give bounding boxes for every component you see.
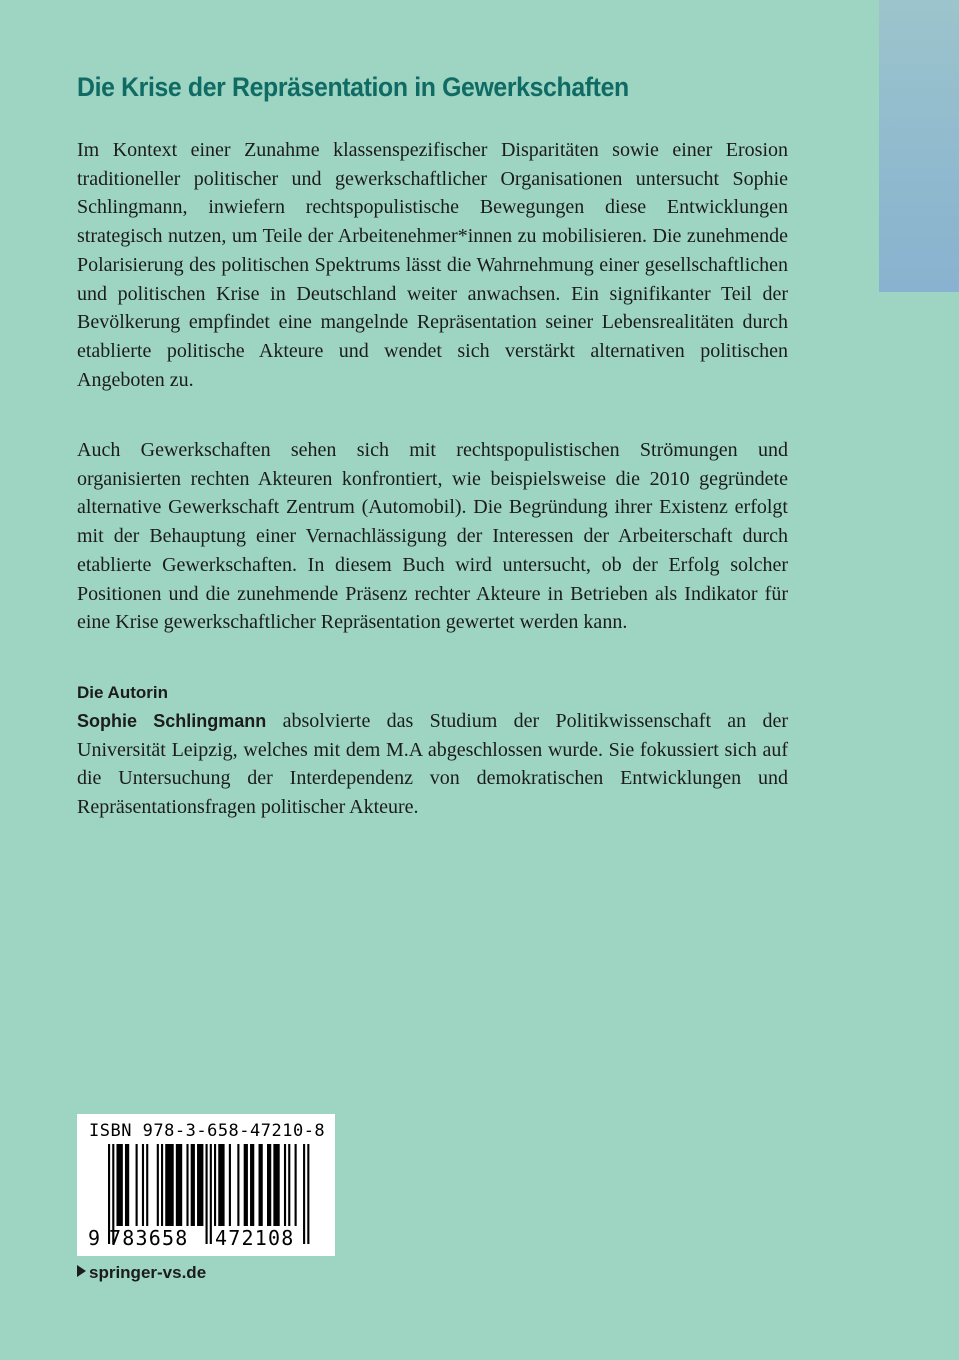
barcode-bar [191, 1144, 195, 1226]
barcode-digit-first: 9 [88, 1226, 101, 1250]
barcode-bar [142, 1144, 144, 1226]
barcode-bar [284, 1144, 286, 1226]
barcode-bar [116, 1144, 122, 1226]
barcode-bar [125, 1144, 129, 1226]
barcode-bar [157, 1144, 159, 1226]
author-bio [77, 707, 788, 822]
barcode-bar [161, 1144, 163, 1226]
barcode-digits [77, 1226, 335, 1252]
barcode-bar [136, 1144, 138, 1226]
barcode-bar [218, 1144, 224, 1226]
isbn-label: ISBN 978-3-658-47210-8 [89, 1121, 326, 1141]
barcode-digit-group-left: 783658 [109, 1226, 189, 1250]
barcode-bar [273, 1144, 279, 1226]
barcode-bar [295, 1144, 297, 1226]
author-name: Sophie Schlingmann [77, 711, 267, 731]
barcode-bar [176, 1144, 182, 1226]
barcode-bar [146, 1144, 148, 1226]
author-section-heading: Die Autorin [77, 683, 168, 702]
book-title-heading: Die Krise der Repräsentation in Gewerkschaften [77, 72, 629, 102]
isbn-barcode [77, 1114, 335, 1256]
barcode-bar [267, 1144, 271, 1226]
barcode-bar [250, 1144, 254, 1226]
barcode-bar [244, 1144, 248, 1226]
barcode-bar [288, 1144, 290, 1226]
barcode-bar [259, 1144, 263, 1226]
barcode-bar [165, 1144, 173, 1226]
publisher-url[interactable]: springer-vs.de [89, 1263, 207, 1282]
publisher-link[interactable] [77, 1263, 206, 1283]
corner-color-band [879, 0, 959, 292]
barcode-digit-group-right: 472108 [215, 1226, 295, 1250]
arrow-right-icon [77, 1265, 86, 1277]
barcode-bar [237, 1144, 239, 1226]
description-paragraph-2: Auch Gewerkschaften sehen sich mit rechtspopulistischen Strömungen und organisierten rechten Akteuren konfrontiert, wie beispielsweise die 2010 gegründete alternative Gewerkschaft Zentrum (Automobil). Die Begründung ihrer Existenz erfolgt mit der Behauptung einer Vernachlässigung der Interessen der Arbeiterschaft durch etablierte Gewerkschaften. In diesem Buch wird untersucht, ob der Erfolg solcher Positionen und die zunehmende Präsenz rechter Akteure in Betrieben als Indikator für eine Krise gewerkschaftlicher Repräsentation gewertet werden kann. [77, 439, 788, 634]
barcode-bar [197, 1144, 203, 1226]
description-paragraph-1: Im Kontext einer Zunahme klassenspezifischer Disparitäten sowie einer Erosion traditioneller politischer und gewerkschaftlicher Organisationen untersucht Sophie Schlingmann, inwiefern rechtspopulistische Bewegungen diese Entwicklungen strategisch nutzen, um Teile der Arbeitenehmer*innen zu mobilisieren. Die zunehmende Polarisierung des politischen Spektrums lässt die Wahrnehmung einer gesellschaftlichen und politischen Krise in Deutschland weiter anwachsen. Ein signifikanter Teil der Bevölkerung empfindet eine mangelnde Repräsentation seiner Lebensrealitäten durch etablierte politische Akteure und wendet sich verstärkt alternativen politischen Angeboten zu. [77, 139, 788, 391]
author-bio-text: absolvierte das Studium der Politikwissenschaft an der Universität Leipzig, welches mit dem M.A abgeschlossen wurde. Sie fokussiert sich auf die Untersuchung der Interdependenz von demokratischen Entwicklungen und Repräsentationsfragen politischer Akteure. [77, 710, 789, 819]
barcode-bar [229, 1144, 231, 1226]
barcode-bar [186, 1144, 188, 1226]
barcode-bar [214, 1144, 216, 1226]
